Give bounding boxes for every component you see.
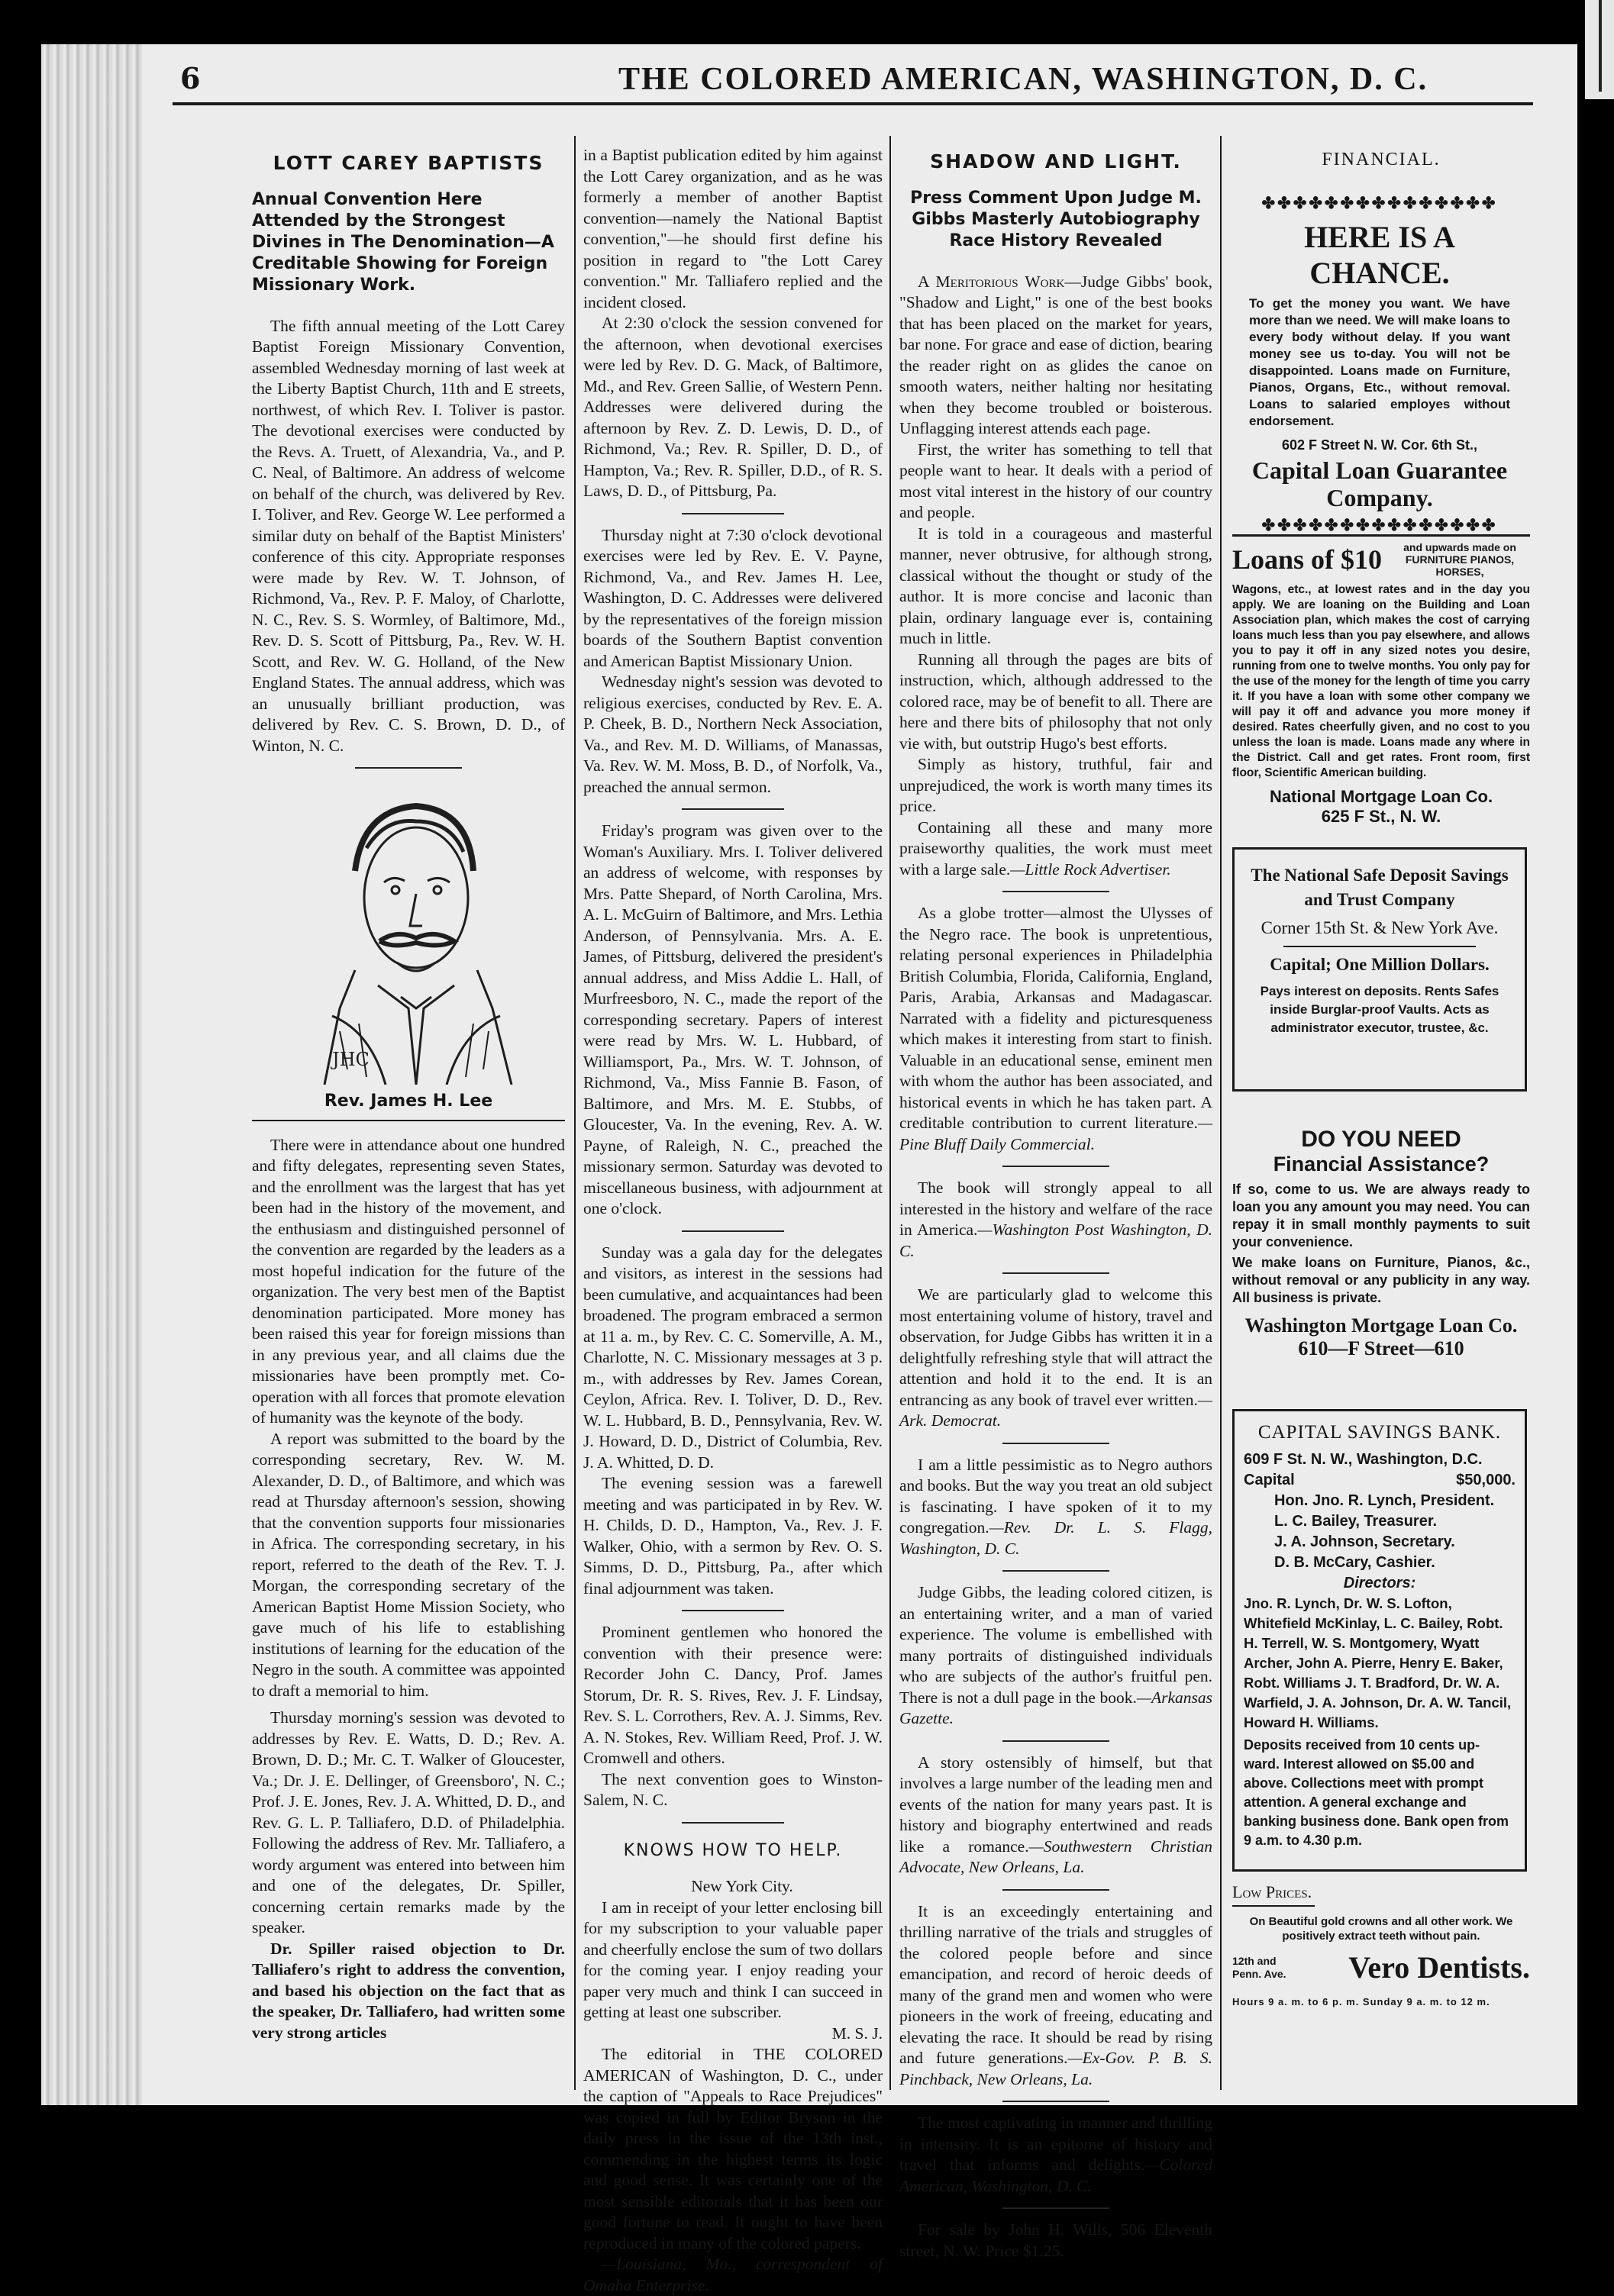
binding-edge <box>41 44 142 2105</box>
ad-company: National Mortgage Loan Co. <box>1269 787 1493 806</box>
separator <box>1002 1166 1109 1167</box>
column-2 <box>583 145 883 2296</box>
ad-capital-label: Capital <box>1244 1472 1295 1488</box>
ad-body: We make loans on Furniture, Pianos, &c., without removal or any publicity in any way. All business is private. <box>1232 1255 1530 1305</box>
portrait-caption: Rev. James H. Lee <box>324 1092 493 1111</box>
financial-header: FINANCIAL. <box>1322 150 1441 169</box>
review-text: It is an exceedingly entertaining and thrilling narrative of the trials and struggles of the colored people before and since emancipation, and record of heroic deeds of many of the grand men and women who were pioneers in the work of freeing, educating and elevating the race. It should be read by rising and future generations. <box>899 1901 1212 2067</box>
article-paragraph: The fifth annual meeting of the Lott Carey Baptist Foreign Missionary Convention, assembled Wednesday morning of last week at the Liberty Baptist Church, 11th and E streets, northwest, of which Rev. I. Toliver is pastor. The devotional exercises were conducted by the Revs. A. Truett, of Alexandria, Va., and P. C. Neal, of Baltimore. An address of welcome on behalf of the church, was delivered by Rev. I. Toliver, and Rev. George W. Lee performed a similar duty on behalf of the Baptist Ministers' conference of this city. Appropriate responses were made by Rev. W. T. Johnson, of Richmond, Va., Rev. P. F. Maloy, of Charlotte, N. C., Rev. S. S. Wormley, of Baltimore, Md., Rev. D. S. Scott of Pittsburg, Pa., Rev. W. H. Scott, and Rev. W. G. Holland, of the New England States. The annual address, which was an unusually brilliant production, was delivered by Rev. C. S. Brown, D. D., of Winton, N. C. <box>252 316 565 755</box>
ad-title-line2: Financial Assistance? <box>1273 1153 1490 1175</box>
ad-title: HERE IS A CHANCE. <box>1304 220 1455 290</box>
separator <box>1002 2101 1109 2102</box>
star-border: ✤✤✤✤✤✤✤✤✤✤✤✤✤✤✤ <box>1261 517 1498 534</box>
column-rule-2 <box>889 136 891 2090</box>
letter-headline: KNOWS HOW TO HELP. <box>623 1840 843 1860</box>
ad-capital-row <box>1244 1470 1516 1491</box>
ad-company: Capital Loan Guarantee Company. <box>1251 456 1508 511</box>
review-source: —Ex-Gov. P. B. S. Pinchback, New Orleans, La. <box>899 2049 1212 2088</box>
article-paragraph: Thursday morning's session was devoted to addresses by Rev. E. Watts, D. D.; Rev. A. Brown, D. D.; Mr. C. T. Walker of Gloucester, Va.; Dr. J. E. Dellinger, of Greensboro', N. C.; Prof. J. E. Jones, Rev. J. A. Whitted, D. D., and Rev. G. L. P. Talliafero, D.D. of Philadelphia. Following the address of Rev. Mr. Talliafero, a wordy argument was entered into between him and one of the delegates, Dr. Spiller, concerning certain remarks made by the speaker. <box>252 1708 565 1936</box>
separator <box>1002 1570 1109 1572</box>
ad-rule <box>1283 946 1476 947</box>
review-text: A story ostensibly of himself, but that involves a large number of the leading men and events of the nation for many years past. It is history and biography entertwined and reads like a romance. <box>899 1753 1212 1856</box>
shadow-light-subhead: Press Comment Upon Judge M. Gibbs Masterly Autobiography Race History Revealed <box>910 188 1202 250</box>
ad-officer: Hon. Jno. R. Lynch, President. <box>1274 1492 1495 1509</box>
ad-address: Corner 15th St. & New York Ave. <box>1261 918 1499 937</box>
ad-directors: Jno. R. Lynch, Dr. W. S. Lofton, Whitefield McKinlay, L. C. Bailey, Robt. H. Terrell, W. S. Montgomery, Wyatt Archer, John A. Pierre, Henry E. Baker, Robt. Williams J. T. Bradford, Dr. W. A. Warfield, J. A. Johnson, Dr. A. W. Tancil, Howard H. Williams. <box>1244 1595 1512 1730</box>
review-source: —Colored American, Washington, D. C. <box>899 2156 1212 2195</box>
review-text: It is told in a courageous and masterful manner, never obtrusive, for although strong, classical without the thought or study of the author. It is more concise and laconic than plain, ordinary language ever is, containing much in little. <box>899 524 1212 647</box>
separator <box>1002 1889 1109 1891</box>
column-rule-1 <box>574 136 576 2090</box>
article-paragraph: Sunday was a gala day for the delegates and visitors, as interest in the sessions had been cumulative, and acquaintances had been broadened. The program embraced a sermon at 11 a. m., by Rev. C. C. Somerville, A. M., Charlotte, N. C. Missionary messages at 3 p. m., with addresses by Rev. James Corean, Ceylon, Africa. Rev. I. Toliver, D. D., Rev. W. L. Hubbard, B. D., Pennsylvania, Rev. W. J. Howard, D. D., District of Columbia, Rev. J. A. Whitted, D. D. <box>583 1243 883 1472</box>
ad-officer: J. A. Johnson, Secretary. <box>1274 1533 1455 1550</box>
article-paragraph: Wednesday night's session was devoted to religious exercises, conducted by Rev. E. A. P. Cheek, B. D., Northern Neck Association, Va., and Rev. M. D. Williams, of Manassas, Va. Rev. W. M. Moss, B. D., of Norfolk, Va., preached the annual sermon. <box>583 672 883 796</box>
letter-signature: M. S. J. <box>831 2024 883 2043</box>
portrait-illustration <box>294 779 523 1085</box>
column-rule-3 <box>1220 136 1222 2090</box>
review-source: —Rev. Dr. L. S. Flagg, Washington, D. C. <box>899 1518 1212 1558</box>
ad-capital-loan <box>1232 189 1527 534</box>
ad-address: 602 F Street N. W. Cor. 6th St., <box>1281 437 1478 453</box>
ad-title: CAPITAL SAVINGS BANK. <box>1257 1422 1502 1443</box>
article-paragraph: There were in attendance about one hundred and fifty delegates, representing seven States, and the enrollment was the largest that has yet been had in the history of the movement, and the enthusiasm and distinguished personnel of the convention are regarded by the leaders as a most hopeful indication for the future of the organization. The very best men of the Baptist denomination participated. More money has been raised this year for foreign missions than in any previous year, and all claims due the missionaries have been promptly met. Co-operation with all forces that promote elevation of humanity was the keynote of the body. <box>252 1135 565 1427</box>
separator <box>1002 1443 1109 1444</box>
review-text: The book will strongly appeal to all interested in the history and welfare of the race in America. <box>899 1179 1212 1239</box>
masthead-title: THE COLORED AMERICAN, WASHINGTON, D. C. <box>618 62 1428 97</box>
editorial-source: —Louisiana, Mo., correspondent of Omaha Enterprise. <box>583 2255 883 2294</box>
separator <box>682 808 783 810</box>
review-text: —Judge Gibbs' book, "Shadow and Light," is one of the best books that has been placed on the market for years, bar none. For grace and ease of diction, bearing the reader right on as glides the canoe on smooth waters, neither halting nor hesitating when they become troubled or boisterous. Unflagging interest attends each page. <box>899 272 1212 437</box>
separator <box>682 513 783 514</box>
ad-low-prices: Low Prices. <box>1232 1879 1315 1907</box>
review-source: —Southwestern Christian Advocate, New Orleans, La. <box>899 1836 1212 1876</box>
article-paragraph: in a Baptist publication edited by him against the Lott Carey organization, and as he was formerly a member of another Baptist convention—namely the National Baptist convention,"—he should first define his position in regard to "the Lott Carey convention." Mr. Talliafero replied and the incident closed. <box>583 146 883 311</box>
ad-body: Pays interest on deposits. Rents Safes inside Burglar-proof Vaults. Acts as administrator executor, trustee, &c. <box>1260 984 1499 1035</box>
ad-location: 12th and Penn. Ave. <box>1232 1954 1286 1980</box>
review-source: —Pine Bluff Daily Commercial. <box>899 1114 1212 1153</box>
ad-address: 609 F St. N. W., Washington, D.C. <box>1244 1451 1483 1468</box>
article-paragraph: The evening session was a farewell meeting and was participated in by Rev. W. H. Childs, D. D., Hampton, Va., Rev. J. F. Walker, Ohio, with a sermon by Rev. O. S. Simms, D. D., Pittsburg, Pa., after which final adjournment was taken. <box>583 1474 883 1598</box>
separator <box>682 1822 783 1824</box>
artist-monogram: JHC <box>332 1049 370 1070</box>
ad-directors-label: Directors: <box>1343 1575 1416 1591</box>
ad-company: Vero Dentists. <box>1348 1950 1530 1985</box>
separator <box>355 767 461 769</box>
review-lead: A Meritorious Work <box>918 272 1065 291</box>
masthead-rule <box>173 102 1533 105</box>
column-3 <box>899 136 1212 2262</box>
ad-capital: Capital; One Million Dollars. <box>1270 955 1490 974</box>
review-text: First, the writer has something to tell that people want to hear. It deals with a period of most vital interest in the history of our country and people. <box>899 440 1212 521</box>
separator <box>1002 2207 1109 2209</box>
ad-safe-deposit <box>1232 847 1527 1092</box>
sale-notice: For sale by John H. Wills, 506 Eleventh street, N. W. Price $1.25. <box>899 2220 1212 2260</box>
review-source: —Arkansas Gazette. <box>899 1688 1212 1727</box>
ad-vero-dentists <box>1232 1879 1530 2007</box>
review-text: Running all through the pages are bits of instruction, which, although addressed to the colored race, may be of benefit to all. There are here and there bits of philosophy that not only vie with, but outstrip Hugo's best efforts. <box>899 650 1212 753</box>
ad-washington-mortgage <box>1232 1099 1530 1360</box>
ad-body: On Beautiful gold crowns and all other work. We positively extract teeth without pain. <box>1249 1915 1513 1943</box>
ad-side-text: and upwards made on FURNITURE PIANOS, HORSES, <box>1403 541 1516 578</box>
review-text: As a globe trotter—almost the Ulysses of the Negro race. The book is unpretentious, relating personal experiences in Philadelphia British Columbia, Florida, California, England, Paris, Arabia, Arkansas and Madagascar. Narrated with a fidelity and picturesqueness which makes it interesting from start to finish. Valuable in an educational sense, eminent men with whom the author has been associated, and historical events in which he has taken part. A creditable contribution to current literature. <box>899 904 1212 1132</box>
review-source: —Ark. Democrat. <box>899 1390 1212 1430</box>
separator <box>1002 1272 1109 1274</box>
review-source: —Little Rock Advertiser. <box>1010 859 1171 879</box>
letter-place: New York City. <box>691 1877 793 1895</box>
ad-title: DO YOU NEED <box>1301 1127 1461 1152</box>
article-paragraph: Thursday night at 7:30 o'clock devotional exercises were led by Rev. E. V. Payne, Richmond, Va., and Rev. James H. Lee, Washington, D. C. Addresses were delivered by the representatives of the foreign mission boards of the Southern Baptist convention and American Baptist Missionary Union. <box>583 525 883 670</box>
ad-officer: D. B. McCary, Cashier. <box>1274 1554 1435 1571</box>
letter-body: I am in receipt of your letter enclosing bill for my subscription to your valuable paper and cheerfully enclose the sum of two dollars for the coming year. I enjoy reading your paper very much and think I can succeed in getting at least one subscriber. <box>583 1898 883 2021</box>
separator <box>682 1610 783 1611</box>
article-paragraph: The next convention goes to Winston-Salem, N. C. <box>583 1769 883 1809</box>
article-paragraph: Friday's program was given over to the Woman's Auxiliary. Mrs. I. Toliver delivered an address of welcome, with responses by Mrs. Patte Shepard, of North Carolina, Mrs. A. L. McGuirn of Baltimore, and Mrs. Lethia Anderson, of Pennsylvania. Mrs. A. E. James, of Pittsburg, delivered the president's annual address, and Miss Addie L. Hall, of Murfreesboro, N. C., made the report of the corresponding secretary. Papers of interest were read by Mrs. W. L. Hubbard, of Williamsport, Pa., Mrs. W. T. Johnson, of Richmond, Va., Miss Fannie B. Fason, of Baltimore, and Mrs. M. E. Stubbs, of Gloucester, Va. In the evening, Rev. A. W. Payne, of Raleigh, N. C., preached the missionary sermon. Saturday was devoted to miscellaneous business, with adjournment at one o'clock. <box>583 821 883 1217</box>
review-text: I am a little pessimistic as to Negro authors and books. But the way you treat an old subject is fascinating. I have spoken of it to my congregation. <box>899 1455 1212 1537</box>
review-text: We are particularly glad to welcome this most entertaining volume of history, travel and observation, for Judge Gibbs has written it in a delightfully refreshing style that will attract the attention and hold it to the end. It is an entrancing as any book of travel ever written. <box>899 1285 1212 1409</box>
lott-carey-headline: LOTT CAREY BAPTISTS <box>273 152 544 174</box>
ad-address: 625 F St., N. W. <box>1321 807 1441 826</box>
shadow-light-headline: SHADOW AND LIGHT. <box>930 150 1182 173</box>
ad-company: Washington Mortgage Loan Co. <box>1244 1314 1518 1337</box>
lott-carey-subhead: Annual Convention Here Attended by the Strongest Divines in The Denomination—A Creditable Showing for Foreign Missionary Work. <box>252 189 554 295</box>
separator <box>1002 1740 1109 1742</box>
page-number: 6 <box>180 61 201 95</box>
review-text: Containing all these and many more praiseworthy qualities, the work must meet with a large sale. <box>899 817 1212 879</box>
ad-address: 610—F Street—610 <box>1298 1337 1464 1359</box>
caption-rule <box>252 1120 565 1121</box>
column-1 <box>252 136 565 2043</box>
article-paragraph: Prominent gentlemen who honored the convention with their presence were: Recorder John C. Dancy, Prof. James Storum, Dr. R. S. Rives, Rev. J. F. Lindsay, Rev. S. L. Corrothers, Rev. A. J. Simms, Rev. A. N. Stokes, Rev. William Reed, Prof. J. W. Cromwell and others. <box>583 1623 883 1767</box>
review-text: Simply as history, truthful, fair and unprejudiced, the work is worth many times its price. <box>899 755 1212 815</box>
separator <box>1002 891 1109 892</box>
review-source: —Washington Post Washington, D. C. <box>899 1221 1212 1260</box>
review-text: The most captivating in manner and thrilling in intensity. It is an epitome of history and travel that informs and delights. <box>899 2114 1212 2174</box>
separator <box>682 1230 783 1232</box>
page-corner-line <box>1599 0 1602 92</box>
ad-national-mortgage <box>1232 534 1530 827</box>
star-border: ✤✤✤✤✤✤✤✤✤✤✤✤✤✤✤ <box>1261 195 1498 212</box>
review-text: Judge Gibbs, the leading colored citizen, is an entertaining writer, and a man of varied experience. The volume is embellished with many portraits of distinguished individuals who are subjects of the author's fruitful pen. There is not a dull page in the book. <box>899 1583 1212 1707</box>
article-paragraph: At 2:30 o'clock the session convened for the afternoon, when devotional exercises were led by Rev. D. G. Mack, of Baltimore, Md., and Rev. Green Sallie, of Western Penn. Addresses were delivered during the afternoon by Rev. Z. D. Lewis, D. D., of Richmond, Va.; Rev. R. Spiller, D. D., of Hampton, Va.; Rev. R. Spiller, D.D., of R. S. Laws, D. D., of Pittsburg, Pa. <box>583 314 883 500</box>
ad-big-title: Loans of $10 <box>1232 544 1383 575</box>
ad-body: Deposits received from 10 cents up-ward. Interest allowed on $5.00 and above. Collections meet with prompt attention. A general exchange and banking business done. Bank open from 9 a.m. to 4.30 p.m. <box>1244 1737 1509 1848</box>
ad-title: The National Safe Deposit Savings and Trust Company <box>1251 866 1509 909</box>
ad-body: To get the money you want. We have more than we need. We will make loans to every body without delay. If you want money see us to-day. You will not be disappointed. Loans made on Furniture, Pianos, Organs, Etc., without removal. Loans to salaried employes without endorsement. <box>1249 296 1510 428</box>
article-paragraph: A report was submitted to the board by the corresponding secretary, Rev. W. M. Alexander, D. D., of Baltimore, and which was read at Thursday afternoon's session, showing that the convention supports four missionaries in Africa. The corresponding secretary, in his report, referred to the death of the Rev. T. J. Morgan, the corresponding secretary of the American Baptist Home Mission Society, who gave much of his life to establishing institutions of learning for the education of the Negro in the south. A committee was appointed to draft a memorial to him. <box>252 1429 565 1700</box>
editorial-paragraph: The editorial in THE COLORED AMERICAN of Washington, D. C., under the caption of "Appeals to Race Prejudices" was copied in full by Editor Bryson in the daily press in the issue of the 13th inst., commending in the highest terms its logic and good sense. It was certainly one of the most sensible editorials that it has been our good fortune to read. It ought to have been reproduced in many of the colored papers. <box>583 2045 883 2252</box>
ad-capital-value: $50,000. <box>1456 1472 1516 1488</box>
ad-body: If so, come to us. We are always ready to loan you any amount you may need. You can repay it in small monthly payments to suit your convenience. <box>1232 1182 1530 1250</box>
ad-officer: L. C. Bailey, Treasurer. <box>1274 1513 1438 1530</box>
ad-body: Wagons, etc., at lowest rates and in the day you apply. We are loaning on the Building and Loan Association plan, which makes the cost of carrying loans much less than you pay elsewhere, and allows you to pay it off in any sized notes you desire, running from one to twelve months. You only pay for the use of the money for the length of time you carry it. If you have a loan with some other company we will pay it off and advance you more money if desired. Rates cheerfully given, and no cost to you unless the loan is made. Loans made any where in the District. Call and get rates. Front room, first floor, Scientific American building. <box>1232 583 1530 779</box>
article-paragraph: Dr. Spiller raised objection to Dr. Talliafero's right to address the convention, and based his objection on the fact that as the speaker, Dr. Talliafero, had written some very strong articles <box>252 1939 565 2042</box>
ad-hours: Hours 9 a. m. to 6 p. m. Sunday 9 a. m. to 12 m. <box>1232 1996 1490 2007</box>
ad-capital-savings-bank <box>1232 1409 1527 1872</box>
